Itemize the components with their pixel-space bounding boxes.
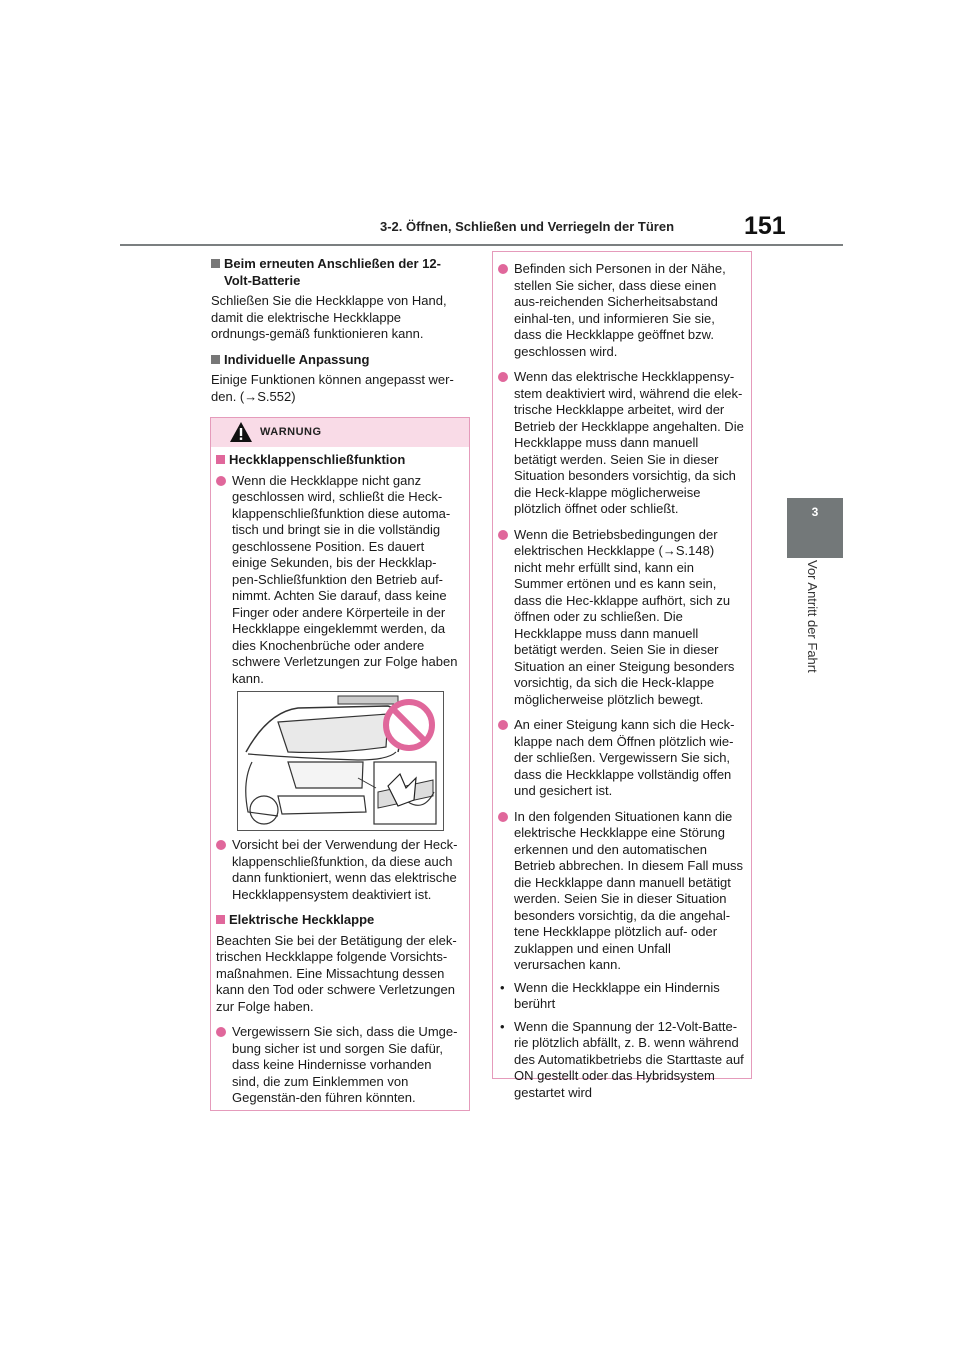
- paragraph-customization: Einige Funktionen können angepasst wer-den. (→S.552): [211, 372, 454, 404]
- warning-triangle-icon: [229, 421, 253, 443]
- page-number: 151: [744, 212, 786, 240]
- paragraph-power-tailgate: Beachten Sie bei der Betätigung der elek-trischen Heckklappe folgende Vorsichts-maßnahmen. Eine Missachtung dessen kann den Tod oder schwere Verletzungen zur Folge haben.: [216, 932, 457, 1014]
- bullet-dot-icon: [498, 720, 508, 730]
- header-divider: [120, 244, 843, 246]
- warning-content-bottom: [216, 837, 460, 1107]
- bullet-dot-icon: [498, 530, 508, 540]
- tailgate-illustration: [237, 691, 444, 831]
- right-subitem-2: • Wenn die Spannung der 12-Volt-Batte-rie plötzlich abfällt, z. B. wenn während des Automatikbetriebs die Starttaste auf ON gestellt oder das Hybridsystem gestartet wird: [498, 1019, 744, 1102]
- right-bullet-2: Wenn das elektrische Heckklappensy-stem deaktiviert wird, während die elek-trische Heckklappe arbeitet, wird der Betrieb der Heckklappe angehalten. Die Heckklappe muss dann manuell betätigt werden. Seien Sie in dieser Situation besonders vorsichtig, da sich die Heck-klappe möglicherweise plötzlich öffnet oder schließt.: [498, 369, 744, 518]
- heading-power-tailgate: Elektrische Heckklappe: [216, 912, 460, 929]
- warning-continued-content: [498, 261, 744, 1101]
- car-rear-drawing: [238, 692, 443, 830]
- right-bullet-3: Wenn die Betriebsbedingungen der elektrischen Heckklappe (→S.148) nicht mehr erfüllt sind, kann ein Summer ertönen und es kann sein, dass die Hec-kklappe aufhört, sich zu öffnen oder zu schließen. Die Heckklappe muss dann manuell betätigt werden. Seien Sie in dieser Situation an einer Steigung besonders vorsichtig, da sich die Heck-klappe möglicherweise plötzlich bewegt.: [498, 527, 744, 709]
- heading-customization: Individuelle Anpassung: [211, 352, 463, 369]
- chapter-label: Vor Antritt der Fahrt: [805, 560, 820, 673]
- right-bullet-5: In den folgenden Situationen kann die elektrische Heckklappe eine Störung erkennen und den automatischen Betrieb abbrechen. In diesem Fall muss die Heckklappe dann manuell betätigt werden. Seien Sie in dieser Situation besonders vorsichtig, da die angehal-tene Heckklappe plötzlich auf- oder zuklappen und einen Unfall verursachen kann.: [498, 809, 744, 974]
- chapter-number: 3: [811, 505, 819, 519]
- warning-bullet-3: Vergewissern Sie sich, dass die Umge-bung sicher ist und sorgen Sie dafür, dass keine Hindernisse vorhanden sind, die zum Einklemmen von Gegenstän-den führen könnten.: [216, 1024, 460, 1107]
- warning-content-top: [216, 452, 460, 687]
- bullet-dot-icon: [216, 840, 226, 850]
- section-title: 3-2. Öffnen, Schließen und Verriegeln der Türen: [380, 219, 675, 234]
- bullet-dot-icon: [216, 1027, 226, 1037]
- square-bullet-icon: [211, 259, 220, 268]
- warning-bullet-1: Wenn die Heckklappe nicht ganz geschlossen wird, schließt die Heck-klappenschließfunktion diese automa-tisch und bringt sie in die vollständig geschlossene Position. Es dauert einige Sekunden, bis der Heckklap-pen-Schließfunktion den Betrieb auf-nimmt. Achten Sie darauf, dass keine Finger oder andere Körperteile in der Heckklappe eingeklemmt werden, da dies Knochenbrüche oder andere schwere Verletzungen zur Folge haben kann.: [216, 473, 460, 688]
- warning-bullet-2: Vorsicht bei der Verwendung der Heck-klappenschließfunktion, da diese auch dann funktioniert, wenn das elektrische Heckklappensystem deaktiviert ist.: [216, 837, 460, 903]
- warning-title: WARNUNG: [260, 426, 322, 438]
- right-bullet-4: An einer Steigung kann sich die Heck-klappe nach dem Öffnen plötzlich wie-der schließen. Vergewissern Sie sich, dass die Heckklappe vollständig offen und gesichert ist.: [498, 717, 744, 800]
- heading-battery: Beim erneuten Anschließen der 12-Volt-Batterie: [211, 256, 463, 289]
- square-bullet-icon: [216, 915, 225, 924]
- bullet-dot-icon: [216, 476, 226, 486]
- heading-closer: Heckklappenschließfunktion: [216, 452, 460, 469]
- right-bullet-1: Befinden sich Personen in der Nähe, stellen Sie sicher, dass diese einen aus-reichenden Sicherheitsabstand einhal-ten, und informieren Sie sie, dass die Heckklappe geöffnet bzw. geschlossen wird.: [498, 261, 744, 360]
- paragraph-battery: Schließen Sie die Heckklappe von Hand, damit die elektrische Heckklappe ordnungs-gemäß funktionieren kann.: [211, 293, 447, 341]
- bullet-dot-icon: [498, 812, 508, 822]
- right-subitem-1: • Wenn die Heckklappe ein Hindernis berührt: [498, 980, 744, 1013]
- square-bullet-icon: [216, 455, 225, 464]
- square-bullet-icon: [211, 355, 220, 364]
- bullet-dot-icon: [498, 372, 508, 382]
- bullet-dot-icon: [498, 264, 508, 274]
- left-intro: [211, 256, 463, 405]
